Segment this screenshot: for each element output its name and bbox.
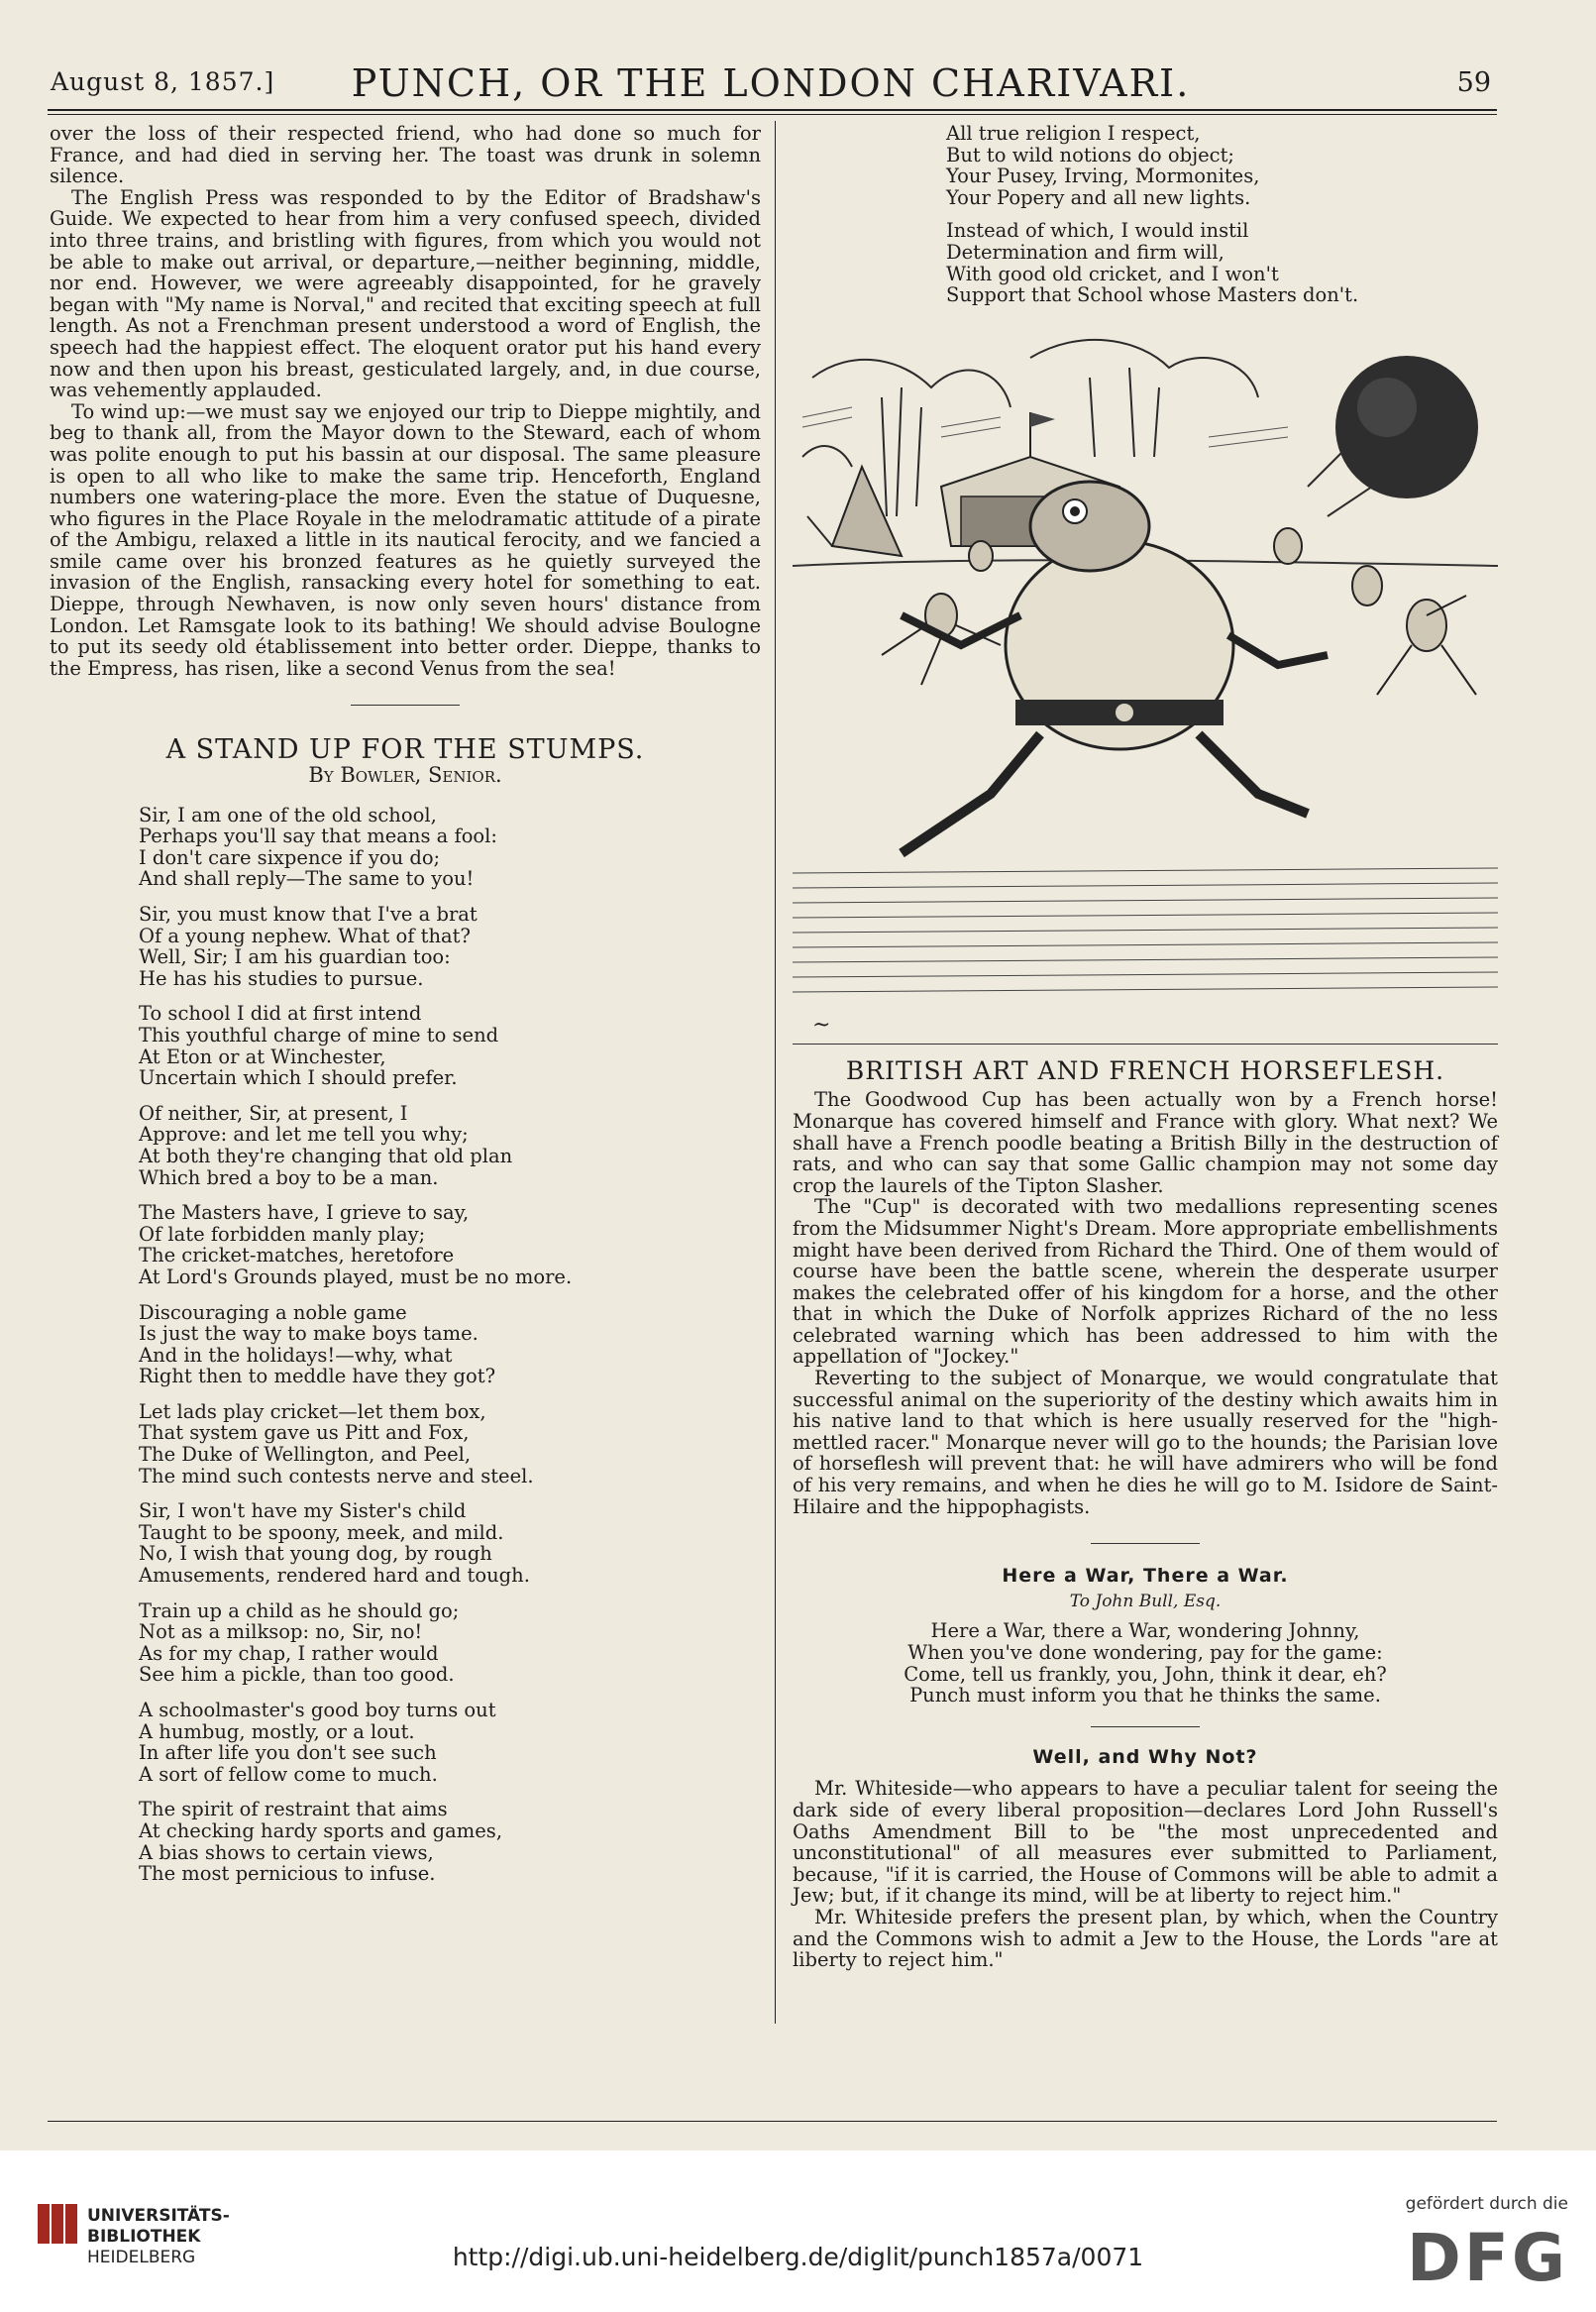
intro-paragraph: over the loss of their respected friend, who had done so much for France, and had died in serving her. The toast was drunk in solemn silence. — [50, 122, 761, 188]
poem-line: Of late forbidden manly play; — [139, 1222, 426, 1246]
poem-stanza — [50, 1103, 761, 1188]
poem-line: In after life you don't see such — [139, 1741, 437, 1765]
verse-line: When you've done wondering, pay for the game: — [907, 1641, 1383, 1664]
header-title: PUNCH, OR THE LONDON CHARIVARI. — [351, 61, 1191, 105]
header-rule-thin — [48, 114, 1497, 115]
left-column — [50, 123, 761, 1899]
verse-line: Come, tell us frankly, you, John, think it dear, eh? — [904, 1662, 1387, 1686]
column-divider — [775, 121, 776, 2024]
poem-line: The Masters have, I grieve to say, — [139, 1201, 470, 1225]
poem-title: A STAND UP FOR THE STUMPS. — [165, 734, 645, 766]
poem-line: Instead of which, I would instil — [946, 219, 1249, 243]
poem-line: Determination and firm will, — [946, 240, 1224, 264]
library-line: HEIDELBERG — [87, 2248, 196, 2267]
poem-stanza — [50, 1202, 761, 1287]
verse-line: Here a War, there a War, wondering Johnny, — [930, 1619, 1360, 1643]
funding-caption: gefördert durch die — [1405, 2194, 1568, 2214]
poem-line: As for my chap, I rather would — [139, 1641, 439, 1665]
poem-line: Your Pusey, Irving, Mormonites, — [946, 165, 1260, 188]
poem-line: But to wild notions do object; — [946, 143, 1234, 166]
poem-stanza — [50, 1401, 761, 1486]
poem-line: Of neither, Sir, at present, I — [139, 1101, 408, 1125]
poem-line: Your Popery and all new lights. — [946, 185, 1251, 209]
intro-paragraph: To wind up:—we must say we enjoyed our trip to Dieppe mightily, and beg to thank all, from the Mayor down to the Steward, each of whom was polite enough to put his bassin at our disposal. The same pleasure is open to all who like to make the same trip. Henceforth, England numbers one watering-place the more. Even the statue of Duquesne, who figures in the Place Royale in the melodramatic attitude of a pirate of the Ambigu, relaxed a little in its nautical ferocity, and we fancied a smile came over his bronzed features as he quietly surveyed the invasion of the English, ransacking every hotel for something to eat. Dieppe, through Newhaven, is now only seven hours' distance from London. Let Ramsgate look to its bathing! We should advise Boulogne to put its seedy old établissement into better order. Dieppe, thanks to the Empress, has risen, like a second Venus from the sea! — [50, 399, 761, 680]
poem-line: Uncertain which I should prefer. — [139, 1066, 458, 1090]
poem-stanza — [50, 1302, 761, 1387]
poem-line: At both they're changing that old plan — [139, 1144, 513, 1167]
poem-line: Is just the way to make boys tame. — [139, 1322, 479, 1346]
artist-monogram-icon: ~ — [812, 1012, 831, 1038]
poem-line: Let lads play cricket—let them box, — [139, 1399, 486, 1423]
poem-line: And shall reply—The same to you! — [139, 867, 475, 891]
poem-line: Well, Sir; I am his guardian too: — [139, 945, 451, 969]
header-page-number: 59 — [1456, 67, 1491, 98]
section-divider — [793, 1044, 1498, 1045]
poem-stanza — [50, 1500, 761, 1586]
poem-line: Discouraging a noble game — [139, 1300, 407, 1324]
article-paragraph: Mr. Whiteside prefers the present plan, by which, when the Country and the Commons wish to admit a Jew to the House, the Lords "are at liberty to reject him." — [793, 1905, 1498, 1972]
poem-line: With good old cricket, and I won't — [946, 262, 1279, 285]
library-line: UNIVERSITÄTS- — [87, 2206, 230, 2226]
poem-stanza — [50, 1600, 761, 1686]
section-divider — [351, 705, 460, 706]
page-header — [45, 61, 1497, 105]
poem-line: He has his studies to pursue. — [139, 966, 424, 990]
poem-line: Right then to meddle have they got? — [139, 1365, 496, 1388]
poem-line: Perhaps you'll say that means a fool: — [139, 825, 497, 848]
poem-line: Sir, I am one of the old school, — [139, 803, 437, 826]
poem-stanza — [50, 805, 761, 890]
poem-byline: By Bowler, Senior. — [308, 763, 502, 788]
digitization-footer — [0, 2150, 1596, 2312]
poem-line: Sir, you must know that I've a brat — [139, 903, 478, 926]
poem-line: To school I did at first intend — [139, 1002, 422, 1026]
war-dedication: To John Bull, Esq. — [1069, 1591, 1222, 1611]
poem-line: At Eton or at Winchester, — [139, 1045, 386, 1068]
poem-line: Which bred a boy to be a man. — [139, 1165, 439, 1189]
poem-line: Taught to be spoony, meek, and mild. — [139, 1520, 504, 1544]
poem-line: That system gave us Pitt and Fox, — [139, 1421, 470, 1445]
article-paragraph: Reverting to the subject of Monarque, we would congratulate that successful animal on the superiority of the destiny which awaits him in his native land to that which is here usually reserved for the "high-mettled racer." Monarque never will go to the hounds; the Parisian love of horseflesh will prevent that: he will have admirers who will be fond of his very remains, and when he dies he will go to M. Isidore de Saint-Hilaire and the hippophagists. — [793, 1367, 1498, 1518]
article-paragraph: The Goodwood Cup has been actually won by a French horse! Monarque has covered himself and France with glory. What next? We shall have a French poodle beating a British Billy in the destruction of rats, and who can say that some Gallic champion may not some day crop the laurels of the Tipton Slasher. — [793, 1088, 1498, 1197]
poem-line: Of a young nephew. What of that? — [139, 924, 471, 947]
poem-line: Sir, I won't have my Sister's child — [139, 1499, 467, 1523]
poem-stanza — [50, 1700, 761, 1785]
dfg-logo: DFG — [1406, 2220, 1568, 2296]
cricket-frog-cartoon — [793, 318, 1498, 1040]
intro-paragraph: The English Press was responded to by the Editor of Bradshaw's Guide. We expected to hear from him a very confused speech, divided into three trains, and bristling with figures, from which you would not be able to make out arrival, or departure,—neither beginning, middle, nor end. However, we were agreeably disappointed, for he gravely began with "My name is Norval," and recited that exciting speech at full length. As not a Frenchman present understood a word of English, the speech had the happiest effect. The eloquent orator put his hand every now and then upon his breast, gesticulated largely, and, in due course, was vehemently applauded. — [50, 185, 761, 402]
poem-line: See him a pickle, than too good. — [139, 1663, 455, 1687]
poem-line: A sort of fellow come to much. — [139, 1762, 438, 1786]
poem-line: A schoolmaster's good boy turns out — [139, 1699, 496, 1721]
footer-rule — [48, 2121, 1497, 2122]
poem-stanza-continued — [793, 123, 1498, 208]
ball-highlight — [1357, 378, 1417, 437]
poem-line: The Duke of Wellington, and Peel, — [139, 1443, 472, 1467]
poem-line: The spirit of restraint that aims — [139, 1798, 448, 1821]
poem-line: The mind such contests nerve and steel. — [139, 1464, 534, 1487]
poem-line: I don't care sixpence if you do; — [139, 845, 441, 869]
section-divider — [1091, 1543, 1200, 1544]
university-library-logo-icon — [36, 2202, 79, 2246]
poem-line: No, I wish that young dog, by rough — [139, 1542, 492, 1566]
verse-line: Punch must inform you that he thinks the same. — [909, 1684, 1381, 1707]
war-verse — [793, 1620, 1498, 1706]
cartoon-illustration — [793, 318, 1498, 1040]
poem-line: All true religion I respect, — [946, 122, 1201, 145]
article-title-war: Here a War, There a War. — [1002, 1565, 1289, 1588]
header-date: August 8, 1857.] — [51, 67, 275, 96]
header-rule — [48, 109, 1497, 111]
article-paragraph: Mr. Whiteside—who appears to have a peculiar talent for seeing the dark side of every liberal proposition—declares Lord John Russell's Oaths Amendment Bill to be "the most unprecedented and unconstitutional" of all measures ever submitted to Parliament, because, "if it is carried, the House of Commons will be able to admit a Jew; but, if it change its mind, will be at liberty to reject him." — [793, 1777, 1498, 1908]
poem-line: At checking hardy sports and games, — [139, 1818, 503, 1842]
article-paragraph: The "Cup" is decorated with two medallions representing scenes from the Midsummer Night's Dream. More appropriate embellishments might have been derived from Richard the Third. One of them would of course have been the battle scene, wherein the desperate usurper makes the celebrated offer of his kingdom for a horse, and the other that in which the Duke of Norfolk apprizes Richard of the no less celebrated warning which has been addressed to him with the appellation of "Jockey." — [793, 1195, 1498, 1369]
article-title-horseflesh: BRITISH ART AND FRENCH HORSEFLESH. — [845, 1055, 1445, 1085]
poem-line: The cricket-matches, heretofore — [139, 1244, 455, 1267]
right-column — [793, 123, 1498, 1971]
poem-stanza — [50, 1003, 761, 1088]
poem-stanza — [50, 904, 761, 989]
poem-stanza-continued — [793, 220, 1498, 305]
source-url-link[interactable]: http://digi.ub.uni-heidelberg.de/diglit/punch1857a/0071 — [452, 2243, 1144, 2271]
article-title-why-not: Well, and Why Not? — [1032, 1745, 1258, 1768]
poem-line: Amusements, rendered hard and tough. — [139, 1564, 530, 1588]
poem-line: Support that School whose Masters don't. — [946, 283, 1359, 307]
poem-line: This youthful charge of mine to send — [139, 1023, 499, 1046]
poem-line: Not as a milksop: no, Sir, no! — [139, 1620, 423, 1644]
library-line: BIBLIOTHEK — [87, 2227, 201, 2247]
poem-line: A humbug, mostly, or a lout. — [139, 1719, 415, 1743]
poem-line: The most pernicious to infuse. — [139, 1862, 436, 1886]
poem-line: At Lord's Grounds played, must be no more. — [139, 1265, 573, 1288]
poem-line: Approve: and let me tell you why; — [139, 1123, 469, 1147]
section-divider — [1091, 1726, 1200, 1727]
poem-line: A bias shows to certain views, — [139, 1840, 434, 1864]
poem-line: Train up a child as he should go; — [139, 1598, 460, 1622]
poem-stanza — [50, 1799, 761, 1884]
poem-line: And in the holidays!—why, what — [139, 1343, 453, 1367]
